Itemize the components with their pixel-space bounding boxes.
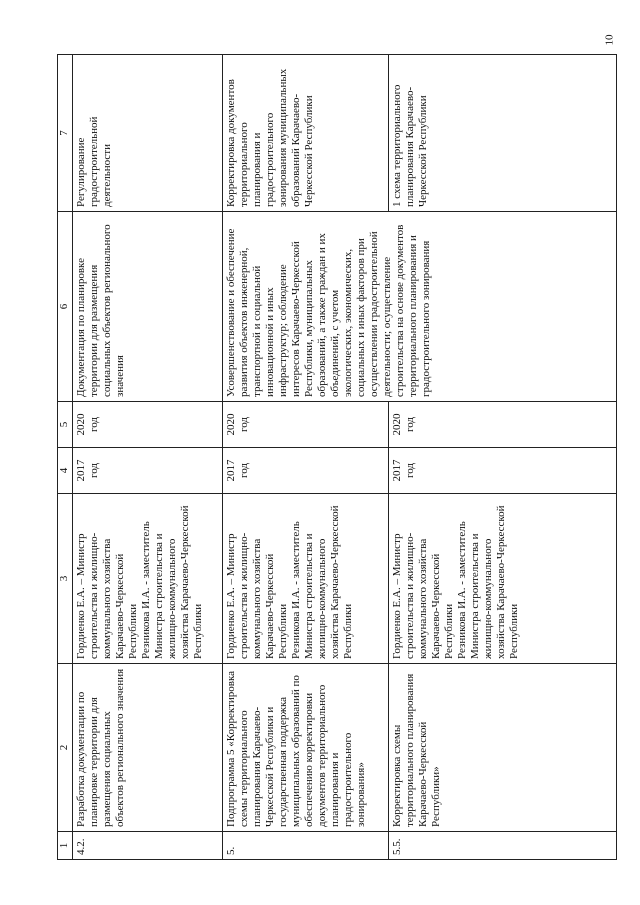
column-number: 6 (58, 212, 73, 402)
executor: Резникова И.А. - заместитель Министра строительства и жилищно-коммунального хозяйства Карачаево-Черкесской Республики (455, 505, 520, 659)
executors-cell (389, 494, 617, 664)
relation-indicator: Регулирование градостроительной деятельности (73, 55, 223, 212)
end-year: 2020 год (389, 402, 617, 448)
executor: Резникова И.А. - заместитель Министра строительства и жилищно-коммунального хозяйства Карачаево-Черкесской Республики (139, 505, 204, 659)
column-number: 3 (58, 494, 73, 664)
row-number: 4.2. (73, 832, 223, 860)
rotated-table-container (57, 55, 617, 860)
start-year: 2017 год (73, 448, 223, 494)
executor: Гордиенко Е.А. – Министр строительства и жилищно-коммунального хозяйства Карачаево-Черкесской Республики (75, 532, 139, 659)
measure-name: Корректировка схемы территориального планирования Карачаево-Черкесской Республики» (389, 664, 617, 832)
executor: Гордиенко Е.А. – Министр строительства и жилищно-коммунального хозяйства Карачаево-Черкесской Республики (225, 532, 289, 659)
expected-result: Документация по планировке территории для размещения социальных объектов регионального значения (73, 212, 223, 402)
column-number-row (58, 55, 73, 860)
table-row (223, 55, 389, 860)
relation-indicator: 1 схема территориального планирования Карачаево-Черкесской Республики (389, 55, 617, 212)
row-number: 5.5. (389, 832, 617, 860)
start-year: 2017 год (223, 448, 389, 494)
column-number: 4 (58, 448, 73, 494)
column-number: 2 (58, 664, 73, 832)
row-number: 5. (223, 832, 389, 860)
expected-result: Усовершенствование и обеспечение развития объектов инженерной, транспортной и социальной инновационной и иных инфраструктур; соблюдение интересов Карачаево-Черкесской Республики, муниципальных образований, а также граждан и их объединений, с учетом экологических, экономических, социальных и иных факторов при осуществлении градостроительной деятельности; осуществление строительства на основе документов территориального планирования и градостроительного зонирования (223, 212, 617, 402)
relation-indicator: Корректировка документов территориального планирования и градостроительного зонирования муниципальных образований Карачаево-Черкесской Республики (223, 55, 389, 212)
executors-cell (73, 494, 223, 664)
program-table (57, 54, 617, 860)
page-number: 10 (603, 34, 616, 46)
end-year: 2020 год (223, 402, 389, 448)
executor: Гордиенко Е.А. – Министр строительства и жилищно-коммунального хозяйства Карачаево-Черкесской Республики (391, 532, 455, 659)
table-row (389, 55, 617, 860)
end-year: 2020 год (73, 402, 223, 448)
column-number: 7 (58, 55, 73, 212)
column-number: 5 (58, 402, 73, 448)
measure-name: Подпрограмма 5 «Корректировка схемы территориального планирования Карачаево-Черкесской Республики и государственная поддержка муниципальных образований по обеспечению корректировки документов территориального планирования и градостроительного зонирования» (223, 664, 389, 832)
executors-cell (223, 494, 389, 664)
executor: Резникова И.А. - заместитель Министра строительства и жилищно-коммунального хозяйства Карачаево-Черкесской Республики (289, 505, 354, 659)
start-year: 2017 год (389, 448, 617, 494)
measure-name: Разработка документации по планировке территории для размещения социальных объектов регионального значения (73, 664, 223, 832)
column-number: 1 (58, 832, 73, 860)
table-row (73, 55, 223, 860)
